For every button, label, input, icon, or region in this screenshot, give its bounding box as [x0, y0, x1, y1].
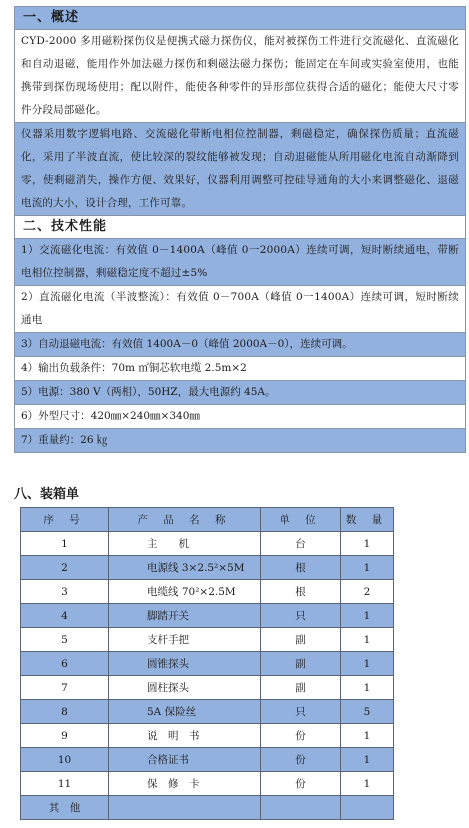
table-row	[21, 676, 394, 700]
cell-name: 圆锥探头	[109, 652, 261, 676]
cell-name: 圆柱探头	[109, 676, 261, 700]
cell-unit: 份	[261, 772, 341, 796]
cell-qty: 1	[341, 604, 394, 628]
cell-unit: 根	[261, 580, 341, 604]
cell-unit: 份	[261, 748, 341, 772]
cell-index: 2	[21, 556, 109, 580]
cell-name: 电源线 3×2.5²×5M	[109, 556, 261, 580]
cell-qty: 1	[341, 628, 394, 652]
table-row	[21, 556, 394, 580]
header-unit: 单 位	[261, 508, 341, 532]
table-row	[21, 748, 394, 772]
cell-other: 其 他	[21, 796, 109, 820]
cell-qty: 1	[341, 532, 394, 556]
cell-name: 脚踏开关	[109, 604, 261, 628]
table-row	[21, 628, 394, 652]
cell-qty: 1	[341, 556, 394, 580]
cell-name: 保 修 卡	[109, 772, 261, 796]
table-row	[21, 604, 394, 628]
cell-empty	[341, 796, 394, 820]
tech-item-4: 4）输出负载条件：70m ㎡铜芯软电缆 2.5m×2	[14, 357, 466, 381]
cell-unit: 只	[261, 700, 341, 724]
cell-qty: 5	[341, 700, 394, 724]
cell-unit: 根	[261, 556, 341, 580]
cell-qty: 1	[341, 748, 394, 772]
tech-item-2: 2）直流磁化电流（半波整流）：有效值 0－700A（峰值 0一1400A）连续可调，短时断续通电	[14, 286, 466, 333]
cell-name: 电缆线 70²×2.5M	[109, 580, 261, 604]
overview-paragraph-2: 仪器采用数字逻辑电路、交流磁化带断电相位控制器，剩磁稳定，确保探伤质量；直流磁化，采用了半波直流，使比较深的裂纹能够被发现；自动退磁能从所用磁化电流自动渐降到零，使剩磁消失，操作方便、效果好，仪器利用调整可控硅导通角的大小来调整磁化、退磁电流的大小，设计合理，工作可靠。	[14, 123, 466, 216]
cell-unit: 台	[261, 532, 341, 556]
cell-unit: 副	[261, 652, 341, 676]
cell-unit: 只	[261, 604, 341, 628]
cell-name: 5A 保险丝	[109, 700, 261, 724]
cell-index: 3	[21, 580, 109, 604]
header-index: 序 号	[21, 508, 109, 532]
cell-empty	[109, 796, 261, 820]
tech-item-5: 5）电源：380 V（两相），50HZ，最大电源约 45A。	[14, 381, 466, 405]
tech-item-3: 3）自动退磁电流：有效值 1400A－0（峰值 2000A－0），连续可调。	[14, 333, 466, 357]
table-row	[21, 652, 394, 676]
cell-index: 10	[21, 748, 109, 772]
overview-heading: 一、概述	[14, 7, 466, 30]
cell-index: 6	[21, 652, 109, 676]
table-row	[21, 724, 394, 748]
table-row	[21, 772, 394, 796]
cell-index: 8	[21, 700, 109, 724]
cell-empty	[261, 796, 341, 820]
cell-unit: 份	[261, 724, 341, 748]
table-row	[21, 532, 394, 556]
cell-qty: 2	[341, 580, 394, 604]
cell-index: 5	[21, 628, 109, 652]
cell-qty: 1	[341, 676, 394, 700]
cell-name: 合格证书	[109, 748, 261, 772]
cell-index: 9	[21, 724, 109, 748]
cell-name: 说 明 书	[109, 724, 261, 748]
overview-paragraph-1: CYD-2000 多用磁粉探伤仪是便携式磁力探伤仪，能对被探伤工件进行交流磁化、直流磁化和自动退磁，能用作外加法磁力探伤和剩磁法磁力探伤；能固定在车间或实验室使用，也能携带到探伤现场使用；配以附件，能使各种零件的异形部位获得合适的磁化；能使大尺寸零件分段局部磁化。	[14, 30, 466, 123]
table-row	[21, 580, 394, 604]
cell-name: 支杆手把	[109, 628, 261, 652]
table-row	[21, 700, 394, 724]
header-quantity: 数 量	[341, 508, 394, 532]
tech-item-6: 6）外型尺寸：420㎜×240㎜×340㎜	[14, 405, 466, 429]
tech-item-7: 7）重量约：26 ㎏	[14, 429, 466, 453]
cell-index: 4	[21, 604, 109, 628]
packing-list-title: 八、装箱单	[14, 487, 80, 502]
cell-name: 主 机	[109, 532, 261, 556]
cell-unit: 副	[261, 676, 341, 700]
cell-qty: 1	[341, 724, 394, 748]
tech-heading: 二、技术性能	[14, 216, 466, 239]
cell-index: 1	[21, 532, 109, 556]
cell-qty: 1	[341, 652, 394, 676]
tech-item-1: 1）交流磁化电流：有效值 0－1400A（峰值 0一2000A）连续可调，短时断续通电，带断电相位控制器，剩磁稳定度不超过±5%	[14, 239, 466, 286]
spec-sheet	[14, 6, 466, 453]
packing-list-table	[20, 507, 394, 820]
cell-index: 7	[21, 676, 109, 700]
table-footer-row	[21, 796, 394, 820]
table-header-row	[21, 508, 394, 532]
cell-qty: 1	[341, 772, 394, 796]
cell-index: 11	[21, 772, 109, 796]
cell-unit: 副	[261, 628, 341, 652]
header-product-name: 产 品 名 称	[109, 508, 261, 532]
